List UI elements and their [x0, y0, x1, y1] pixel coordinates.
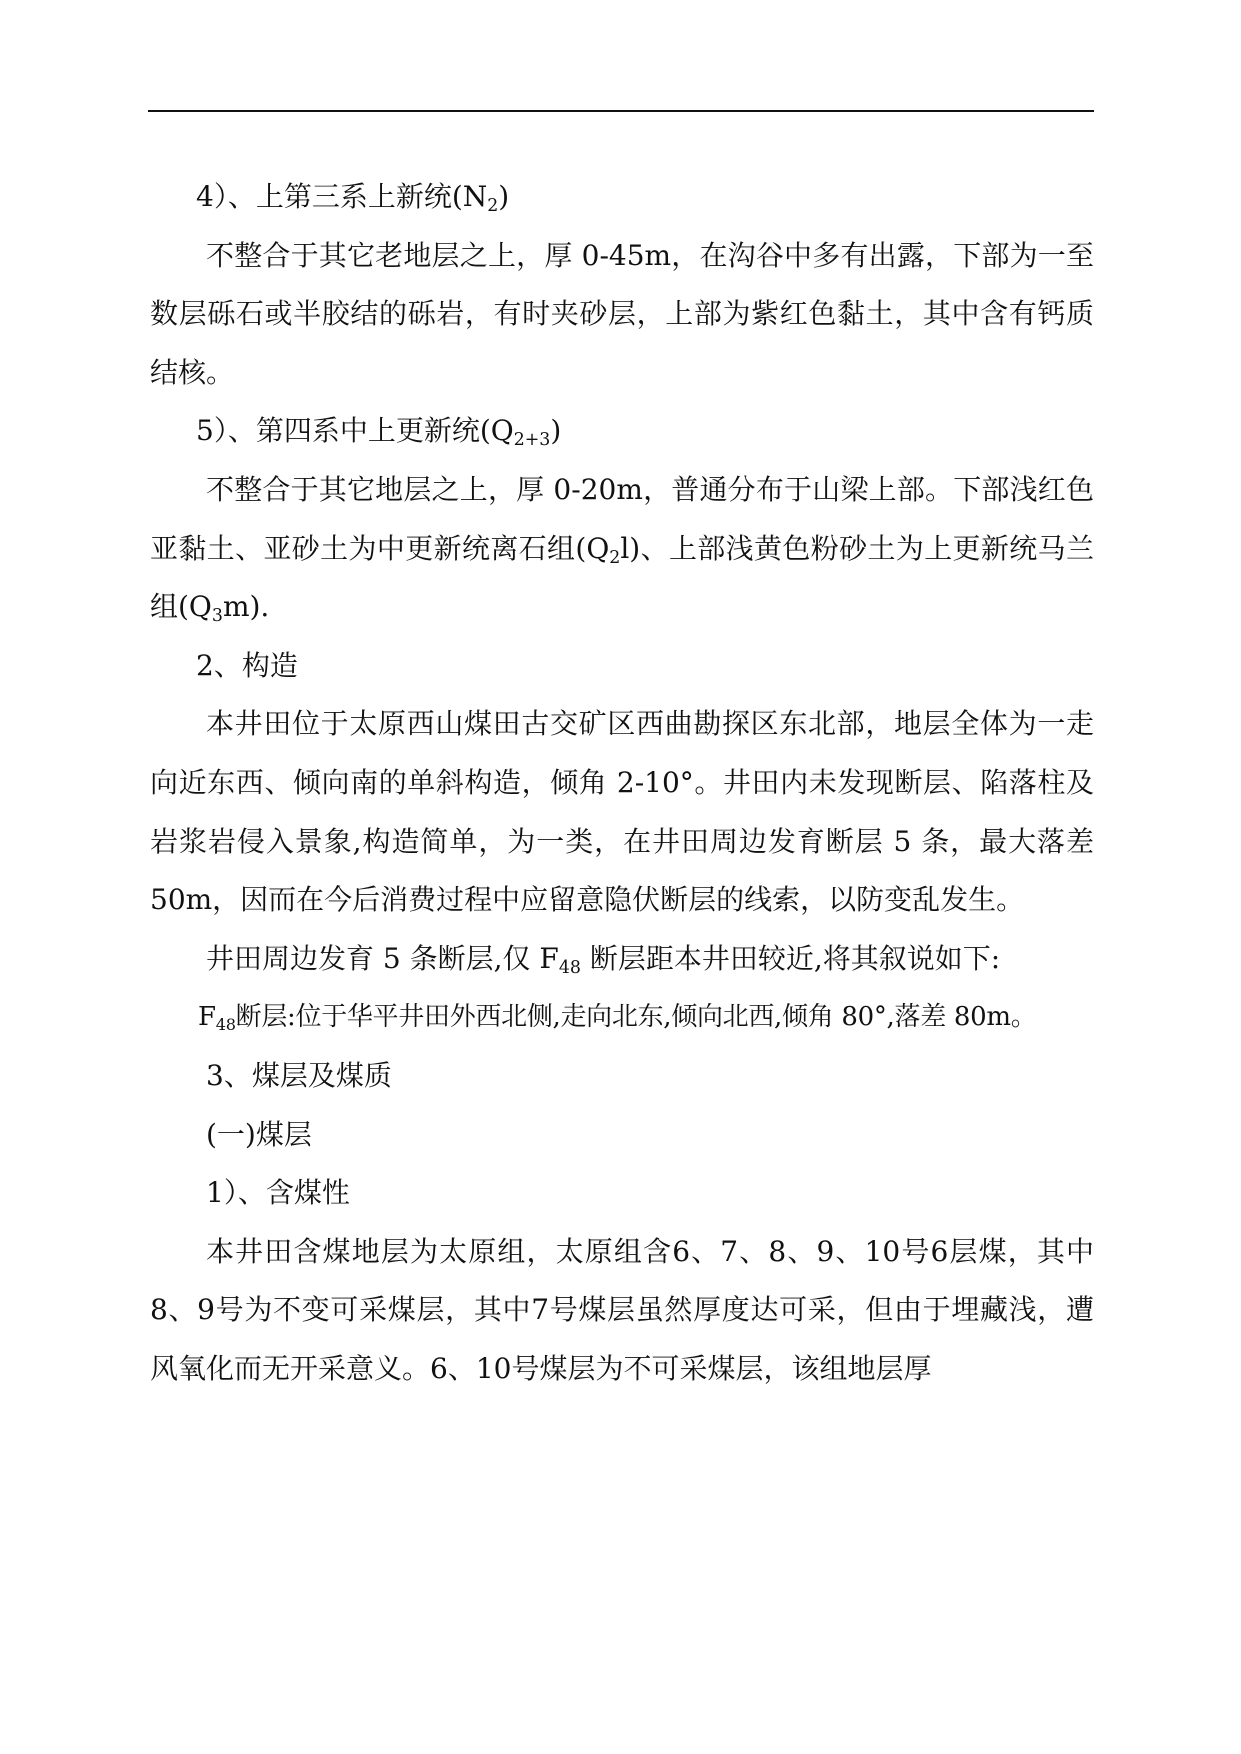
subsection-heading-coal-bearing: 1）、含煤性 — [206, 1176, 350, 1210]
section-heading-quaternary: 5）、第四系中上更新统$(Q_{2+3})$ — [196, 414, 562, 451]
paragraph-pliocene: 不整合于其它老地层之上，厚 0-45m，在沟谷中多有出露，下部为一至数层砾石或半胶结的砾岩，有时夹砂层，上部为紫红色黏土，其中含有钙质结核。 — [150, 238, 1094, 389]
section-heading-pliocene: 4）、上第三系上新统$(N_2)$ — [196, 180, 510, 217]
paragraph-fault-f48: $F_{48}$断层:位于华平井田外西北侧,走向北东,倾向北西,倾角 80°,落差 80m。 — [198, 1002, 1037, 1035]
header-rule — [148, 110, 1094, 112]
paragraph-quaternary: 不整合于其它地层之上，厚 0-20m，普通分布于山梁上部。下部浅红色亚黏土、亚砂土为中更新统离石组$(Q_2l)$、上部浅黄色粉砂土为上更新统马兰组$(Q_3m)$. — [150, 472, 1094, 627]
subsection-heading-coal-seams: (一)煤层 — [206, 1117, 312, 1151]
section-heading-structure: 2、构造 — [196, 648, 298, 682]
section-heading-coal: 3、煤层及煤质 — [206, 1058, 392, 1092]
body-text — [150, 168, 1094, 1398]
paragraph-structure: 本井田位于太原西山煤田古交矿区西曲勘探区东北部，地层全体为一走向近东西、倾向南的单斜构造，倾角 2-10°。井田内未发现断层、陷落柱及岩浆岩侵入景象,构造简单，为一类，在井田周边发育断层 5 条，最大落差 50m，因而在今后消费过程中应留意隐伏断层的线索，以防变乱发生。 — [150, 707, 1094, 917]
paragraph-coal-bearing: 本井田含煤地层为太原组，太原组含6、7、8、9、10号6层煤，其中8、9号为不变可采煤层，其中7号煤层虽然厚度达可采，但由于埋藏浅，遭风氧化而无开采意义。6、10号煤层为不可采煤层，该组地层厚 — [150, 1234, 1094, 1385]
paragraph-faults-intro: 井田周边发育 5 条断层,仅 $F_{48}$ 断层距本井田较近,将其叙说如下: — [206, 941, 1001, 978]
